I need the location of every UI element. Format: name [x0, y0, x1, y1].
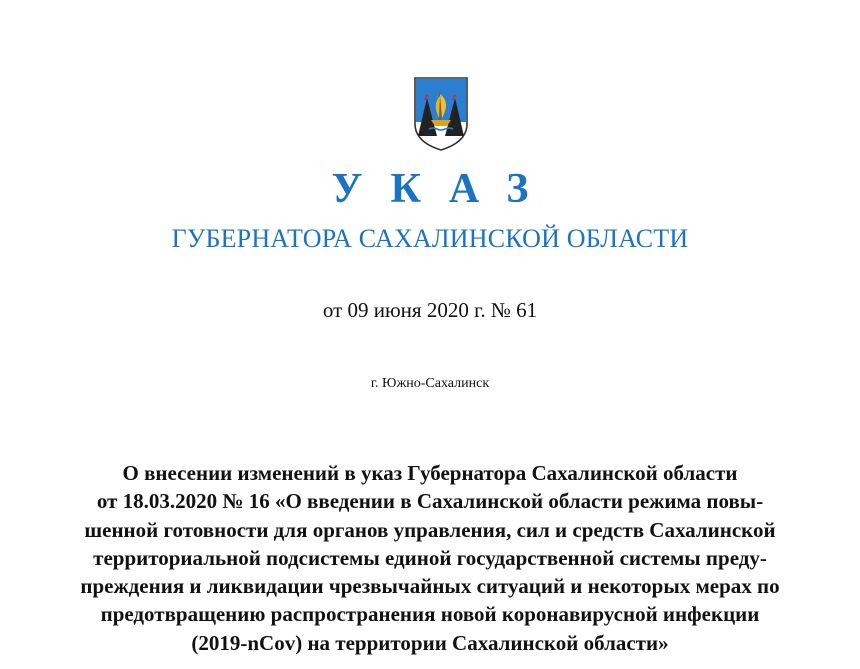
document-date-number: от 09 июня 2020 г. № 61 — [322, 298, 538, 322]
document-city: г. Южно-Сахалинск — [370, 376, 490, 391]
title-line: преждения и ликвидации чрезвычайных ситуаций и некоторых мерах по — [80, 574, 780, 599]
document-type-heading: УКАЗ — [331, 166, 557, 212]
document-title — [0, 459, 860, 657]
issuing-authority-heading: ГУБЕРНАТОРА САХАЛИНСКОЙ ОБЛАСТИ — [171, 224, 689, 253]
title-line: территориальной подсистемы единой государственной системы преду- — [93, 545, 767, 570]
title-line: от 18.03.2020 № 16 «О введении в Сахалинской области режима повы- — [96, 489, 764, 514]
title-line: шенной готовности для органов управления, сил и средств Сахалинской — [84, 517, 776, 542]
title-line: (2019-nCov) на территории Сахалинской области» — [191, 630, 669, 655]
sakhalin-coat-of-arms-icon — [409, 76, 473, 152]
title-line: предотвращению распространения новой коронавирусной инфекции — [100, 602, 760, 627]
title-line: О внесении изменений в указ Губернатора Сахалинской области — [122, 461, 738, 485]
